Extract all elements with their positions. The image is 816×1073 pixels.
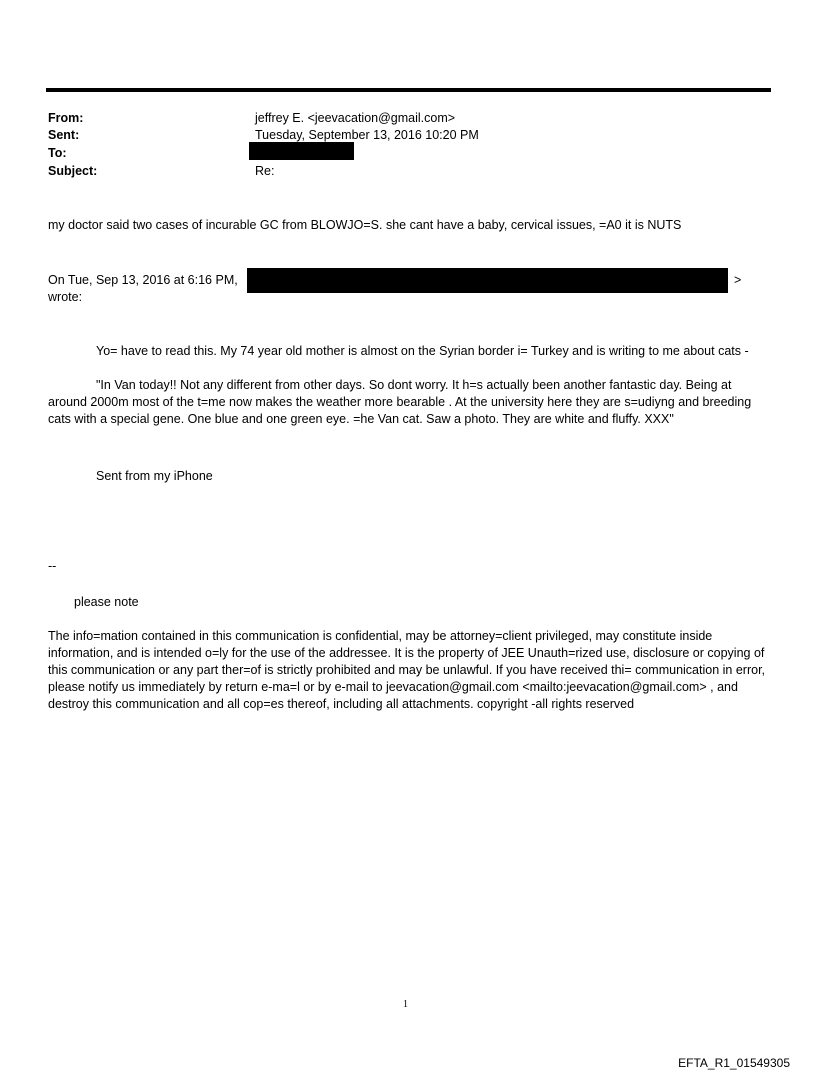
sent-label: Sent: <box>48 128 80 142</box>
disclaimer: The info=mation contained in this communication is confidential, may be attorney=client privileged, may constitute inside information, and is intended o=ly for the use of the addressee. It is the property of JEE Unauth=rized use, disclosure or copying of this communication or any part ther=of is strictly prohibited and may be unlawful. If you have received thi= communication in error, please notify us immediately by return e-ma=l or by e-mail to jeevacation@gmail.com <mailto:jeevacation@gmail.com> , and destroy this communication and all cop=es thereof, including all attachments. copyright -all rights reserved <box>48 629 766 711</box>
page-number: 1 <box>403 999 408 1010</box>
to-label: To: <box>48 146 67 160</box>
signature: Sent from my iPhone <box>96 469 213 483</box>
quote-intro-wrote: wrote: <box>48 290 83 304</box>
from-value: jeffrey E. <jeevacation@gmail.com> <box>255 111 456 125</box>
reply-text: my doctor said two cases of incurable GC from BLOWJO=S. she cant have a baby, cervical issues, =A0 it is NUTS <box>48 218 682 232</box>
from-label: From: <box>48 111 84 125</box>
quote-intro-end: > <box>734 273 742 287</box>
sent-value: Tuesday, September 13, 2016 10:20 PM <box>255 128 479 142</box>
header-rule <box>46 88 771 92</box>
subject-label: Subject: <box>48 164 98 178</box>
separator: -- <box>48 559 57 573</box>
document-id: EFTA_R1_01549305 <box>678 1056 790 1070</box>
note-heading: please note <box>74 595 139 609</box>
subject-value: Re: <box>255 164 275 178</box>
quoted-line-1: Yo= have to read this. My 74 year old mother is almost on the Syrian border i= Turkey and is writing to me about cats - <box>96 344 749 358</box>
quote-intro-start: On Tue, Sep 13, 2016 at 6:16 PM, <box>48 273 238 287</box>
sender-redaction <box>247 268 728 293</box>
quoted-line-2: "In Van today!! Not any different from other days. So dont worry. It h=s actually been another fantastic day. Being at around 2000m most of the t=me now makes the weather more bearable . At the university here they are s=udiyng and breeding cats with a special gene. One blue and one green eye. =he Van cat. Saw a photo. They are white and fluffy. XXX" <box>48 378 752 426</box>
to-redaction <box>249 142 354 160</box>
